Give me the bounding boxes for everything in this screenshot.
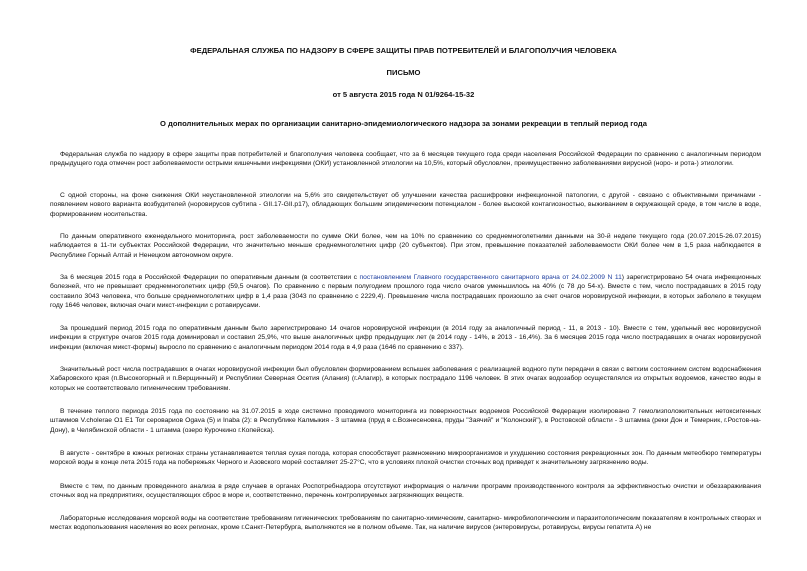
- paragraph-4-text-end: ) зарегистрировано 54 очага инфекционных болезней, что не превышает среднемноголетних цифр (59,5 очагов). По сравнению с первым полугодием прошлого года число очагов уменьшилось на 40% (с 78 до 54-х). Вместе с тем, число пострадавших в 2015 году составило 3043 человека, что больше среднемноголетних цифр в 1,4 раза (3043 по сравнению с 2229,4). Превышение числа пострадавших произошло за счет очагов норовирусной инфекции, в которых заболело в текущем году 1646 человек, включая очаги микст-инфекции с ротавирусами.: [50, 274, 761, 309]
- paragraph-10: Лабораторные исследования морской воды на соответствие требованиям гигиенических требованиям по санитарно-химическим, санитарно- микробиологическим и паразитологическим показателям в контрольных створах и местах водопользования населения во всех регионах, кроме г.Санкт-Петербурга, выполняются не в полном объеме. Так, на наличие вирусов (энтеровирусы, ротавирусы, вирусы гепатита А) не: [50, 515, 761, 532]
- document-type: ПИСЬМО: [386, 68, 421, 77]
- paragraph-3: По данным оперативного еженедельного мониторинга, рост заболеваемости по сумме ОКИ более, чем на 10% по сравнению со среднемноголетними данными на 30-й неделе текущего года (20.07.2015-26.07.2015) наблюдается в 11-ти субъектах Российской Федерации, что значительно меньше среднемноголетних цифр (20 субъектов). При этом, превышение показателей заболеваемости ОКИ более чем в 1,5 раза наблюдается в Республике Горный Алтай и Ненецком автономном округе.: [50, 233, 761, 259]
- paragraph-2: С одной стороны, на фоне снижения ОКИ неустановленной этиологии на 5,6% это свидетельствует об улучшении качества расшифровки инфекционной патологии, с другой - связано с объективными причинами - появлением нового варианта возбудителей (норовирусов субтипа - GII.17-GII.p17), обладающих большим эпидемическим потенциалом - более высокой контагиозностью, выживанием в окружающей среде, в том числе в воде, формированием носительства.: [50, 192, 761, 218]
- paragraph-5: За прошедший период 2015 года по оперативным данным было зарегистрировано 14 очагов норовирусной инфекции (в 2014 году за аналогичный период - 11, в 2013 - 10). Вместе с тем, удельный вес норовирусной инфекции в структуре очагов 2015 года доминировал и составил 25,9%, что выше аналогичных цифр предыдущих лет (в 2014 году - 14%, в 2013 - 16,4%). За 6 месяцев 2015 года число пострадавших в очагах норовирусной инфекции (включая микст-формы) выросло по сравнению с аналогичным периодом 2014 года в 4,9 раза (1646 по сравнению с 337).: [50, 325, 761, 351]
- paragraph-7: В течение теплого периода 2015 года по состоянию на 31.07.2015 в ходе системно проводимого мониторинга из поверхностных водоемов Российской Федерации изолировано 7 гемолизположительных нетоксигенных штаммов V.cholerae O1 E1 Tor серовариов Ogava (5) и Inaba (2): в Республике Калмыкия - 3 штамма (пруд в с.Вознесеновка, пруды "Заячий" и "Колонский"), в Ростовской области - 3 штамма (реки Дон и Темерник, г.Ростов-на-Дону), в Челябинской области - 1 штамма (озеро Курочкино г.Копейска).: [50, 408, 761, 434]
- resolution-link[interactable]: постановлением Главного государственного санитарного врача от 24.02.2009 N 11: [359, 274, 622, 281]
- paragraph-9: Вместе с тем, по данным проведенного анализа в ряде случаев в органах Роспотребнадзора отсутствуют информация о наличии программ производственного контроля за эффективностью очистки и обеззараживания сточных вод на предприятиях, осуществляющих сброс в море и, соответственно, перечень контролируемых загрязняющих веществ.: [50, 483, 761, 500]
- paragraph-8: В августе - сентябре в южных регионах страны устанавливается теплая сухая погода, которая способствует размножению микроорганизмов и ухудшению состояния рекреационных зон. По данным метеобюро температуры морской воды в конце лета 2015 года на побережьях Черного и Азовского морей составляет 25-27°С, что в условиях плохой очистки сточных вод приведет к значительному загрязнению воды.: [50, 450, 761, 467]
- paragraph-6: Значительный рост числа пострадавших в очагах норовирусной инфекции был обусловлен формированием вспышек заболевания с реализацией водного пути передачи в связи с ветхим состоянием систем водоснабжения Хабаровского края (п.Высокогорный и п.Верщинный) и Республики Северная Осетия (Алания) (г.Алагир), в которых пострадало 1196 человек. В этих очагах водозабор осуществлялся из открытых водоемов, качество воды в которых не соответствовало гигиеническим требованиям.: [50, 366, 761, 392]
- paragraph-4-text-start: За 6 месяцев 2015 года в Российской Федерации по оперативным данным (в соответствии с: [60, 274, 360, 281]
- document-subject: О дополнительных мерах по организации санитарно-эпидемиологического надзора за зонами рекреации в теплый период года: [160, 119, 647, 128]
- paragraph-1: Федеральная служба по надзору в сфере защиты прав потребителей и благополучия человека сообщает, что за 6 месяцев текущего года среди населения Российской Федерации по сравнению с аналогичным периодом предыдущего года отмечен рост заболеваемости острыми кишечными инфекциями (ОКИ) установленной этиологии на 10,5%, который обусловлен, преимущественно заболеваниями вирусной (норо- и рота-) этиологии.: [50, 151, 761, 168]
- paragraph-4: [50, 273, 761, 310]
- document-date-number: от 5 августа 2015 года N 01/9264-15-32: [332, 90, 475, 99]
- agency-title: ФЕДЕРАЛЬНАЯ СЛУЖБА ПО НАДЗОРУ В СФЕРЕ ЗАЩИТЫ ПРАВ ПОТРЕБИТЕЛЕЙ И БЛАГОПОЛУЧИЯ ЧЕЛОВЕКА: [190, 46, 617, 55]
